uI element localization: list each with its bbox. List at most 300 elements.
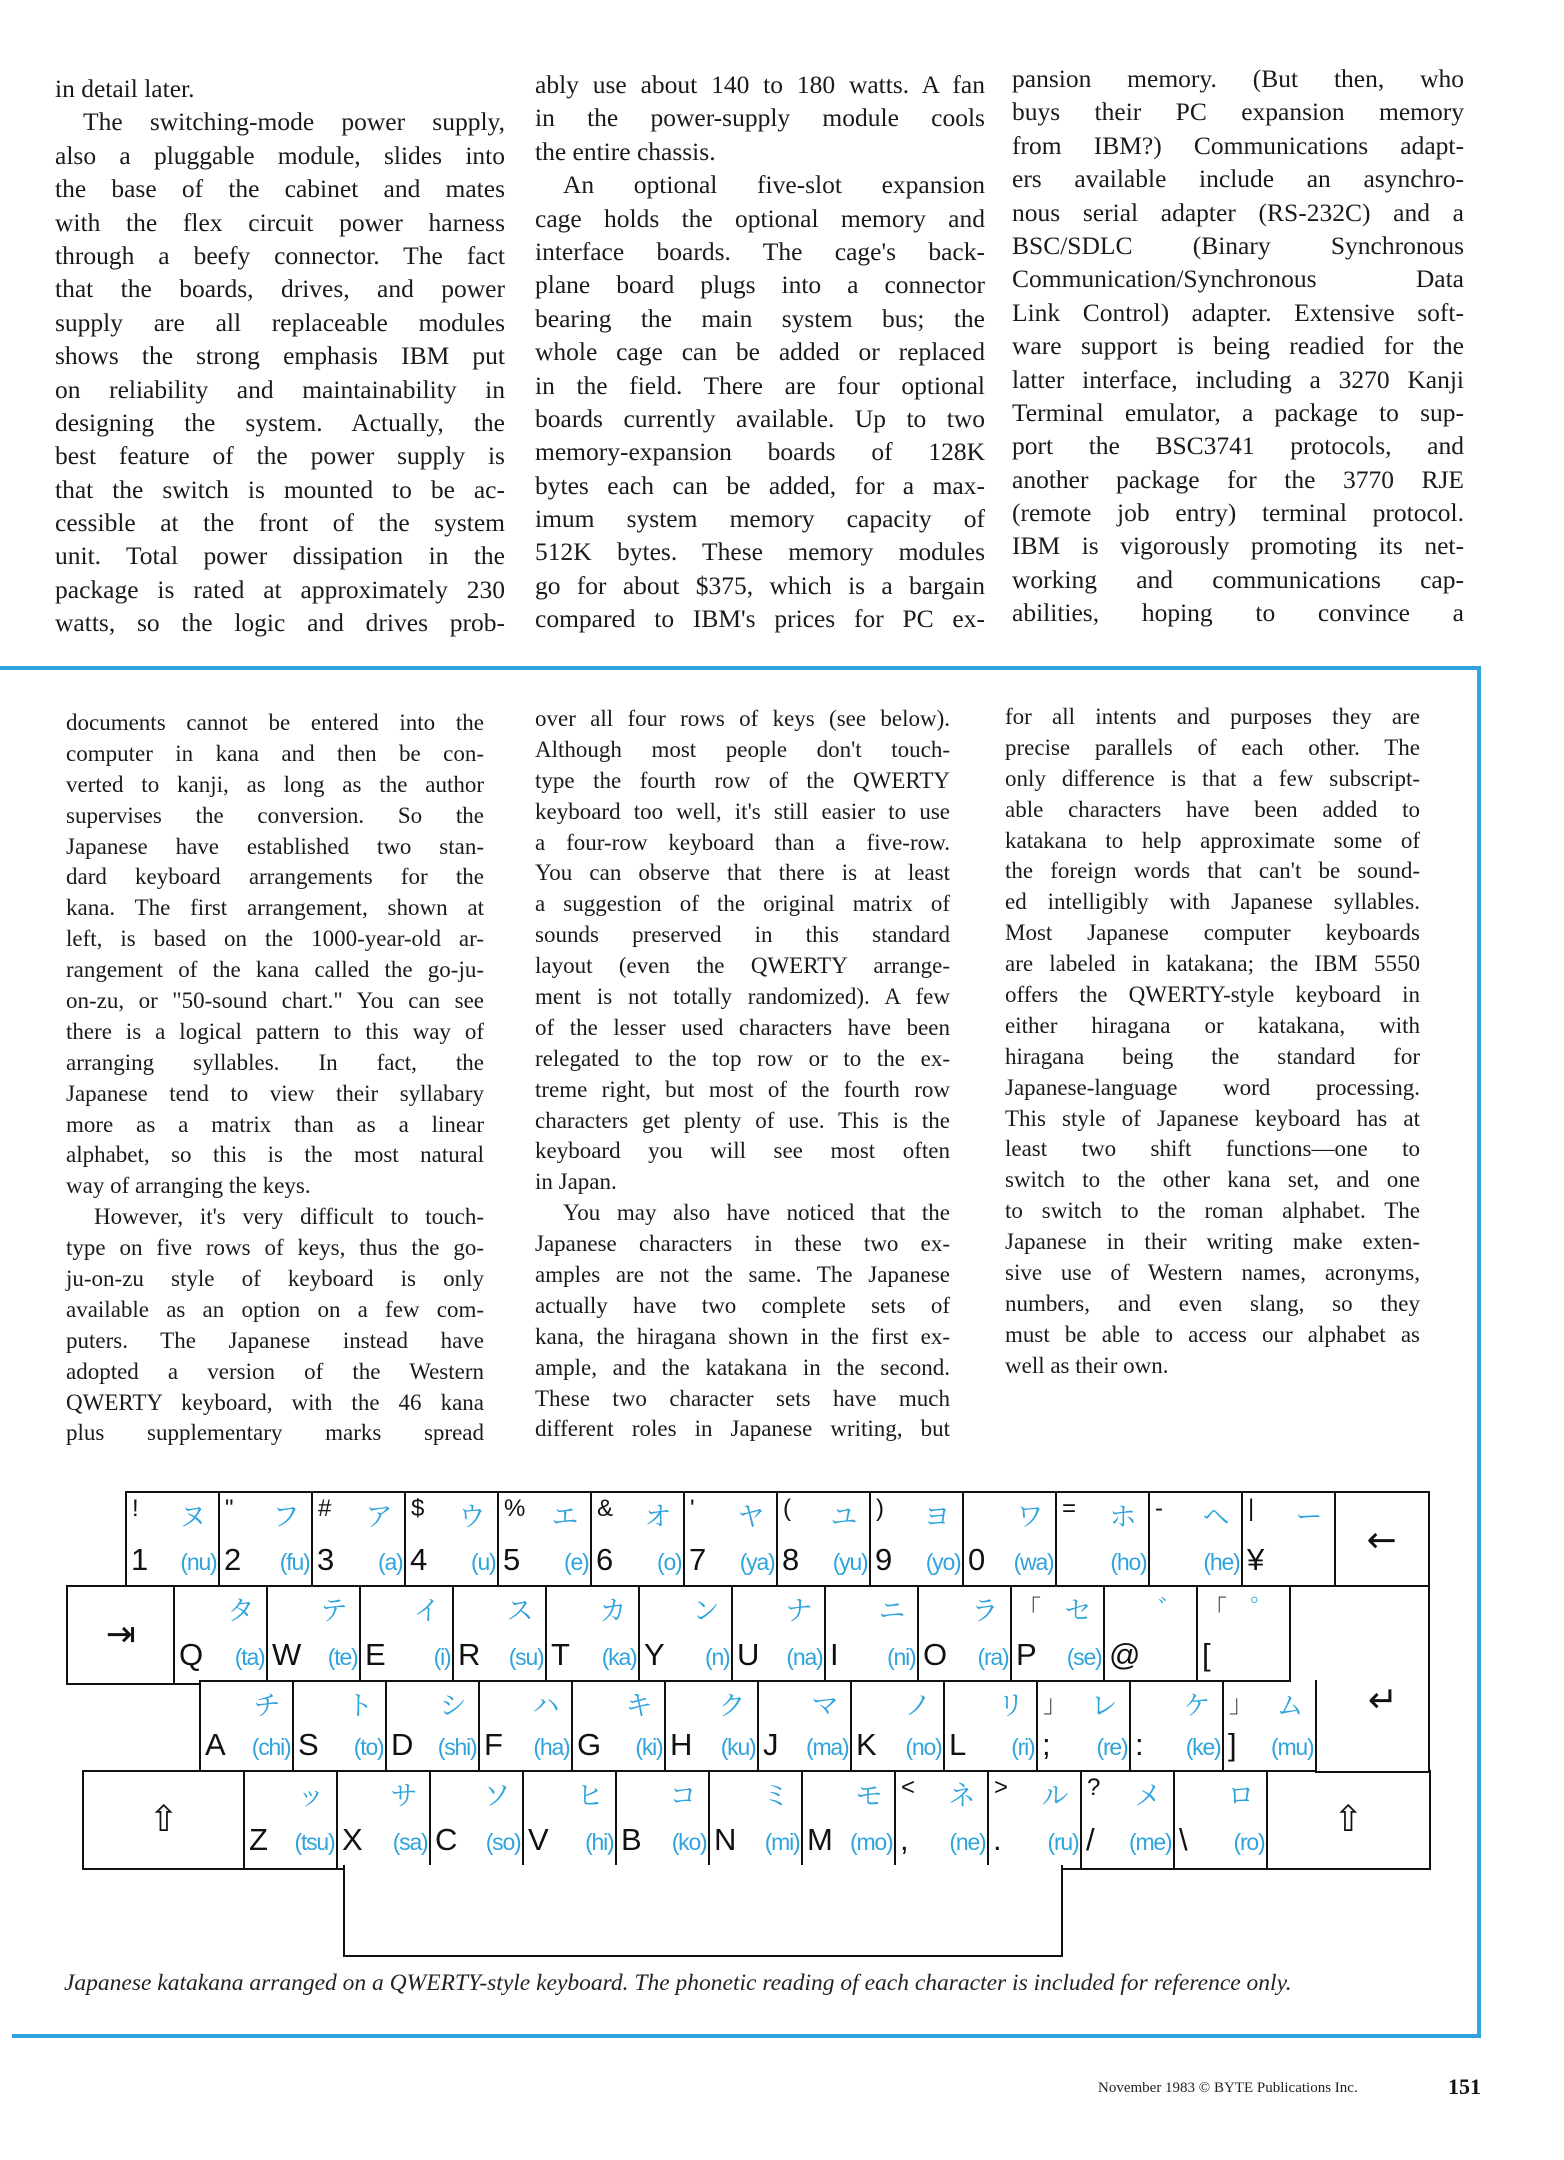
key-katakana: ヨ xyxy=(923,1502,951,1533)
text-line: The switching-mode power supply, xyxy=(83,107,505,137)
key-[ xyxy=(1196,1585,1292,1685)
key-katakana: ク xyxy=(718,1691,746,1722)
text-line: also a pluggable module, slides into xyxy=(55,140,505,170)
key-K xyxy=(850,1680,946,1775)
text-line: hiragana being the standard for xyxy=(1005,1043,1420,1069)
key-ヘ xyxy=(1148,1491,1244,1590)
text-line: only difference is that a few subscript- xyxy=(1005,765,1420,791)
sidebar-column-3 xyxy=(1005,702,1420,1382)
text-line: left, is based on the 1000-year-old ar- xyxy=(66,926,484,952)
text-line: type on five rows of keys, thus the go- xyxy=(66,1235,484,1261)
key-E xyxy=(359,1585,455,1685)
key-main-char: D xyxy=(391,1726,414,1762)
key-M xyxy=(801,1770,897,1870)
key-main-char: P xyxy=(1016,1636,1037,1672)
key-H xyxy=(664,1680,760,1775)
key-main-char: Q xyxy=(179,1636,204,1672)
key-shift-char: 」 xyxy=(1229,1691,1253,1718)
key-Q xyxy=(173,1585,269,1685)
key-katakana: レ xyxy=(1090,1691,1118,1722)
key-reading: (ya) xyxy=(739,1548,775,1575)
backspace-key xyxy=(1334,1491,1430,1590)
text-line: IBM is vigorously promoting its net- xyxy=(1012,531,1464,561)
text-line: there is a logical pattern to this way of xyxy=(66,1018,484,1044)
key-katakana: カ xyxy=(599,1596,627,1627)
key-main-char: 9 xyxy=(875,1541,893,1577)
key-main-char: F xyxy=(484,1726,503,1762)
text-line: ample, and the katakana in the second. xyxy=(535,1354,950,1380)
key-katakana: コ xyxy=(669,1781,697,1812)
key-reading: (he) xyxy=(1203,1548,1240,1575)
key-4 xyxy=(404,1491,500,1590)
text-line: However, it's very difficult to touch- xyxy=(94,1204,484,1230)
text-line: pansion memory. (But then, who xyxy=(1012,64,1464,93)
text-line: must be able to access our alphabet as xyxy=(1005,1321,1420,1347)
key-reading: (mu) xyxy=(1271,1733,1314,1760)
text-line: buys their PC expansion memory xyxy=(1012,97,1464,127)
text-line: imum system memory capacity of xyxy=(535,504,985,534)
key-main-char: C xyxy=(435,1821,458,1857)
paragraph xyxy=(535,704,950,1198)
key-main-char: J xyxy=(763,1726,779,1762)
text-line: another package for the 3770 RJE xyxy=(1012,464,1464,494)
key-reading: (i) xyxy=(433,1643,451,1670)
key-shift-char: ! xyxy=(132,1495,139,1522)
text-line: You can observe that there is at least xyxy=(535,860,950,886)
key-1 xyxy=(125,1491,221,1590)
text-line: documents cannot be entered into the xyxy=(66,710,484,735)
key-katakana: キ xyxy=(625,1691,653,1722)
text-line: This style of Japanese keyboard has at xyxy=(1005,1105,1420,1131)
key-F xyxy=(478,1680,574,1775)
text-line: able characters have been added to xyxy=(1005,796,1420,822)
text-line: treme right, but most of the fourth row xyxy=(535,1076,950,1102)
text-line: Link Control) adapter. Extensive soft- xyxy=(1012,297,1464,327)
page-number: 151 xyxy=(1448,2074,1481,2099)
text-line: to switch to the roman alphabet. The xyxy=(1005,1198,1420,1224)
text-line: cessible at the front of the system xyxy=(55,508,505,538)
key-shift-char: $ xyxy=(411,1495,425,1522)
key-Z xyxy=(243,1770,339,1870)
key-katakana: ス xyxy=(506,1596,534,1627)
text-line: rangement of the kana called the go-ju- xyxy=(66,957,484,983)
text-line: precise parallels of each other. The xyxy=(1005,734,1420,760)
key-reading: (tsu) xyxy=(294,1828,335,1855)
key-reading: (ro) xyxy=(1233,1828,1265,1855)
paragraph xyxy=(55,72,505,105)
text-line: cage holds the optional memory and xyxy=(535,203,985,233)
key-katakana: ノ xyxy=(904,1691,932,1722)
text-line: Although most people don't touch- xyxy=(535,736,950,762)
key-reading: (yu) xyxy=(832,1548,868,1575)
key-main-char: 6 xyxy=(596,1541,614,1577)
key-main-char: T xyxy=(551,1636,570,1672)
key-6 xyxy=(590,1491,686,1590)
text-line: on-zu, or "50-sound chart." You can see xyxy=(66,988,484,1014)
key-main-char: L xyxy=(949,1726,967,1762)
key-reading: (e) xyxy=(563,1548,589,1575)
article-column-1 xyxy=(55,72,505,640)
text-line: amples are not the same. The Japanese xyxy=(535,1262,950,1288)
key-reading: (ku) xyxy=(720,1733,756,1760)
footer-credit: November 1983 © BYTE Publications Inc. xyxy=(1098,2080,1358,2096)
key-main-char: E xyxy=(365,1636,386,1672)
key-reading: (o) xyxy=(656,1548,682,1575)
text-line: whole cage can be added or replaced xyxy=(535,337,985,367)
key-reading: (shi) xyxy=(437,1733,477,1760)
key-main-char: ] xyxy=(1228,1726,1237,1762)
text-line: numbers, and even slang, so they xyxy=(1005,1290,1420,1316)
text-line: supervises the conversion. So the xyxy=(66,802,484,828)
sidebar-column-2 xyxy=(535,704,950,1445)
key-2 xyxy=(218,1491,314,1590)
key-reading: (hi) xyxy=(585,1828,614,1855)
sidebar-box-top-border xyxy=(0,666,1481,670)
key-main-char: O xyxy=(923,1636,948,1672)
text-line: the entire chassis. xyxy=(535,136,716,166)
key-ホ xyxy=(1055,1491,1151,1590)
text-line: Japanese characters in these two ex- xyxy=(535,1231,950,1257)
text-line: a suggestion of the original matrix of xyxy=(535,891,950,917)
key-N xyxy=(708,1770,804,1870)
key-main-char: . xyxy=(993,1821,1002,1857)
shift-key xyxy=(82,1770,246,1870)
key-katakana: ト xyxy=(346,1691,374,1722)
text-line: plus supplementary marks spread xyxy=(66,1420,484,1446)
key-main-char: S xyxy=(298,1726,319,1762)
key-katakana: ヘ xyxy=(1202,1502,1230,1533)
key-main-char: I xyxy=(830,1636,839,1672)
paragraph xyxy=(66,1202,484,1449)
key-main-char: : xyxy=(1135,1726,1144,1762)
text-line: for all intents and purposes they are xyxy=(1005,704,1420,729)
text-line: arranging syllables. In fact, the xyxy=(66,1049,484,1075)
key-reading: (ho) xyxy=(1110,1548,1147,1575)
text-line: sounds preserved in this standard xyxy=(535,922,950,948)
key-W xyxy=(266,1585,362,1685)
text-line: plane board plugs into a connector xyxy=(535,270,985,300)
key-katakana: ナ xyxy=(785,1596,813,1627)
text-line: adopted a version of the Western xyxy=(66,1358,484,1384)
text-line: alphabet, so this is the most natural xyxy=(66,1142,484,1168)
key-main-char: / xyxy=(1086,1821,1095,1857)
key-reading: (mi) xyxy=(764,1828,800,1855)
key-katakana: エ xyxy=(551,1502,579,1533)
key-reading: (na) xyxy=(786,1643,823,1670)
key-katakana: ル xyxy=(1041,1781,1069,1812)
key-main-char: W xyxy=(272,1636,302,1672)
key-main-char: U xyxy=(737,1636,760,1672)
key-katakana: メ xyxy=(1134,1781,1162,1812)
text-line: a four-row keyboard than a five-row. xyxy=(535,829,950,855)
key-L xyxy=(943,1680,1039,1775)
key-katakana: ニ xyxy=(878,1596,906,1627)
key-shift-char: " xyxy=(225,1495,234,1522)
text-line: ment is not totally randomized). A few xyxy=(535,984,950,1010)
article-column-2 xyxy=(535,68,985,636)
key-main-char: 4 xyxy=(410,1541,428,1577)
key-7 xyxy=(683,1491,779,1590)
key-main-char: 2 xyxy=(224,1541,242,1577)
key-shift-char: % xyxy=(504,1495,526,1522)
key-; xyxy=(1036,1680,1132,1775)
text-line: in the power-supply module cools xyxy=(535,103,985,133)
key-katakana: ソ xyxy=(483,1781,511,1812)
key-reading: (no) xyxy=(905,1733,942,1760)
key-katakana: チ xyxy=(253,1691,281,1722)
key-reading: (wa) xyxy=(1013,1548,1054,1575)
key-main-char: G xyxy=(577,1726,602,1762)
key-reading: (se) xyxy=(1066,1643,1102,1670)
shift-key xyxy=(1266,1770,1431,1870)
text-line: layout (even the QWERTY arrange- xyxy=(535,953,950,979)
key-main-char: , xyxy=(900,1821,909,1857)
key-G xyxy=(571,1680,667,1775)
key-main-char: \ xyxy=(1179,1821,1188,1857)
backspace-icon: ← xyxy=(1366,1519,1397,1561)
text-line: supply are all replaceable modules xyxy=(55,307,505,337)
key-reading: (ni) xyxy=(887,1643,916,1670)
key-main-char: R xyxy=(458,1636,481,1672)
key-katakana: マ xyxy=(811,1691,839,1722)
text-line: puters. The Japanese instead have xyxy=(66,1327,484,1353)
key-shift-char: & xyxy=(597,1495,614,1522)
key-main-char: 5 xyxy=(503,1541,521,1577)
key-reading: (sa) xyxy=(392,1828,428,1855)
key-shift-char: > xyxy=(994,1774,1009,1801)
text-line: different roles in Japanese writing, but xyxy=(535,1416,950,1442)
text-line: designing the system. Actually, the xyxy=(55,407,505,437)
text-line: the foreign words that can't be sound- xyxy=(1005,858,1420,884)
text-line: Communication/Synchronous Data xyxy=(1012,264,1464,294)
text-line: You may also have noticed that the xyxy=(563,1200,950,1226)
text-line: of the lesser used characters have been xyxy=(535,1014,950,1040)
key-@ xyxy=(1103,1585,1199,1685)
text-line: computer in kana and then be con- xyxy=(66,740,484,766)
text-line: katakana to help approximate some of xyxy=(1005,827,1420,853)
key-shift-char: - xyxy=(1155,1495,1163,1522)
key-main-char: [ xyxy=(1202,1636,1211,1672)
key-main-char: N xyxy=(714,1821,737,1857)
key-katakana: ユ xyxy=(830,1502,858,1533)
key-shift-char: 「 xyxy=(1017,1596,1041,1623)
key-katakana: オ xyxy=(644,1502,672,1533)
text-line: port the BSC3741 protocols, and xyxy=(1012,431,1464,461)
text-line: An optional five-slot expansion xyxy=(563,170,985,200)
key-C xyxy=(429,1770,525,1870)
key-katakana: セ xyxy=(1064,1596,1092,1627)
key-reading: (ru) xyxy=(1047,1828,1079,1855)
key-katakana: ム xyxy=(1276,1691,1304,1722)
key-reading: (me) xyxy=(1129,1828,1172,1855)
text-line: with the flex circuit power harness xyxy=(55,207,505,237)
tab-icon: ⇥ xyxy=(105,1614,136,1656)
key-main-char: Z xyxy=(249,1821,268,1857)
text-line: Japanese have established two stan- xyxy=(66,833,484,859)
text-line: package is rated at approximately 230 xyxy=(55,574,505,604)
text-line: go for about $375, which is a bargain xyxy=(535,570,985,600)
key-katakana: ウ xyxy=(458,1502,486,1533)
text-line: Most Japanese computer keyboards xyxy=(1005,920,1420,946)
text-line: kana, the hiragana shown in the first ex- xyxy=(535,1323,950,1349)
key-main-char: K xyxy=(856,1726,877,1762)
text-line: that the boards, drives, and power xyxy=(55,274,505,304)
text-line: that the switch is mounted to be ac- xyxy=(55,474,505,504)
key-reading: (ha) xyxy=(533,1733,570,1760)
key-katakana: ネ xyxy=(948,1781,976,1812)
text-line: bearing the main system bus; the xyxy=(535,303,985,333)
key-U xyxy=(731,1585,827,1685)
key-reading: (yo) xyxy=(925,1548,961,1575)
text-line: Japanese in their writing make exten- xyxy=(1005,1229,1420,1255)
key-katakana: ミ xyxy=(762,1781,790,1812)
key-katakana: モ xyxy=(855,1781,883,1812)
key-katakana: ケ xyxy=(1183,1691,1211,1722)
text-line: on reliability and maintainability in xyxy=(55,374,505,404)
text-line: boards currently available. Up to two xyxy=(535,403,985,433)
text-line: either hiragana or katakana, with xyxy=(1005,1012,1420,1038)
key-katakana: ゛ xyxy=(1157,1596,1185,1627)
text-line: ably use about 140 to 180 watts. A fan xyxy=(535,70,985,99)
key-katakana: リ xyxy=(997,1691,1025,1722)
text-line: the base of the cabinet and mates xyxy=(55,174,505,204)
key-shift-char: ( xyxy=(783,1495,791,1522)
paragraph xyxy=(66,708,484,1202)
key-T xyxy=(545,1585,641,1685)
paragraph xyxy=(535,1198,950,1445)
space-bar-key xyxy=(343,1865,1063,1957)
key-shift-char: 」 xyxy=(1043,1691,1067,1718)
key-main-char: 7 xyxy=(689,1541,707,1577)
key-katakana: ホ xyxy=(1109,1502,1137,1533)
key-main-char: 0 xyxy=(968,1541,986,1577)
text-line: from IBM?) Communications adapt- xyxy=(1012,130,1464,160)
key-0 xyxy=(962,1491,1058,1590)
tab-key xyxy=(66,1585,176,1685)
key-B xyxy=(615,1770,711,1870)
key-9 xyxy=(869,1491,965,1590)
key-R xyxy=(452,1585,548,1685)
text-line: working and communications cap- xyxy=(1012,564,1464,594)
key-5 xyxy=(497,1491,593,1590)
text-line: more as a matrix than as a linear xyxy=(66,1111,484,1137)
key-shift-char: < xyxy=(901,1774,916,1801)
text-line: available as an option on a few com- xyxy=(66,1296,484,1322)
text-line: ers available include an asynchro- xyxy=(1012,164,1464,194)
key-reading: (te) xyxy=(327,1643,358,1670)
paragraph xyxy=(55,105,505,639)
article-column-3 xyxy=(1012,62,1464,630)
text-line: unit. Total power dissipation in the xyxy=(55,541,505,571)
key-katakana: ア xyxy=(365,1502,393,1533)
text-line: in the field. There are four optional xyxy=(535,370,985,400)
key-: xyxy=(1129,1680,1225,1775)
key-reading: (ka) xyxy=(601,1643,637,1670)
key-katakana: ワ xyxy=(1016,1502,1044,1533)
key-O xyxy=(917,1585,1013,1685)
sidebar-box-right-border xyxy=(1477,666,1481,2038)
key-katakana: ラ xyxy=(971,1596,999,1627)
key-main-char: ¥ xyxy=(1247,1541,1265,1577)
text-line: dard keyboard arrangements for the xyxy=(66,864,484,890)
text-line: actually have two complete sets of xyxy=(535,1292,950,1318)
enter-key-lower xyxy=(1315,1680,1430,1773)
key-P xyxy=(1010,1585,1106,1685)
key-V xyxy=(522,1770,618,1870)
key-, xyxy=(894,1770,990,1870)
key-main-char: H xyxy=(670,1726,693,1762)
key-shift-char: | xyxy=(1248,1495,1255,1522)
text-line: memory-expansion boards of 128K xyxy=(535,437,985,467)
sidebar-box-bottom-border xyxy=(12,2034,1481,2038)
key-reading: (nu) xyxy=(180,1548,217,1575)
key-3 xyxy=(311,1491,407,1590)
figure-caption: Japanese katakana arranged on a QWERTY-style keyboard. The phonetic reading of each character is included for reference only. xyxy=(64,1970,1292,1996)
text-line: through a beefy connector. The fact xyxy=(55,240,505,270)
key-reading: (ma) xyxy=(806,1733,849,1760)
text-line: compared to IBM's prices for PC ex- xyxy=(535,604,985,634)
text-line: switch to the other kana set, and one xyxy=(1005,1167,1420,1193)
key-J xyxy=(757,1680,853,1775)
key-reading: (ne) xyxy=(949,1828,986,1855)
key-katakana: ハ xyxy=(532,1691,560,1722)
text-line: Japanese-language word processing. xyxy=(1005,1074,1420,1100)
key-] xyxy=(1222,1680,1318,1775)
text-line: keyboard you will see most often xyxy=(535,1138,950,1164)
key-reading: (mo) xyxy=(850,1828,893,1855)
key-katakana: サ xyxy=(390,1781,418,1812)
key-reading: (re) xyxy=(1096,1733,1128,1760)
key-katakana: ヤ xyxy=(737,1502,765,1533)
shift-icon: ⇧ xyxy=(1333,1799,1364,1841)
key-/ xyxy=(1080,1770,1176,1870)
key-main-char: @ xyxy=(1109,1636,1141,1672)
key-main-char: A xyxy=(205,1726,226,1762)
key-shift-char: ' xyxy=(690,1495,695,1522)
sidebar-column-1 xyxy=(66,708,484,1449)
text-line: relegated to the top row or to the ex- xyxy=(535,1045,950,1071)
key-main-char: Y xyxy=(644,1636,665,1672)
text-line: type the fourth row of the QWERTY xyxy=(535,767,950,793)
text-line: nous serial adapter (RS-232C) and a xyxy=(1012,197,1464,227)
text-line: 512K bytes. These memory modules xyxy=(535,537,985,567)
key-main-char: X xyxy=(342,1821,363,1857)
key-shift-char: 「 xyxy=(1203,1596,1227,1623)
text-line: shows the strong emphasis IBM put xyxy=(55,341,505,371)
enter-key xyxy=(1289,1585,1430,1682)
key-reading: (chi) xyxy=(251,1733,291,1760)
text-line: in Japan. xyxy=(535,1169,617,1195)
key-S xyxy=(292,1680,388,1775)
text-line: Terminal emulator, a package to sup- xyxy=(1012,397,1464,427)
text-line: BSC/SDLC (Binary Synchronous xyxy=(1012,230,1464,260)
text-line: offers the QWERTY-style keyboard in xyxy=(1005,982,1420,1008)
key-main-char: 3 xyxy=(317,1541,335,1577)
key-katakana: ッ xyxy=(297,1781,325,1812)
text-line: ware support is being readied for the xyxy=(1012,331,1464,361)
key-shift-char: ) xyxy=(876,1495,884,1522)
key-Y xyxy=(638,1585,734,1685)
text-line: over all four rows of keys (see below). xyxy=(535,706,950,731)
key-main-char: B xyxy=(621,1821,642,1857)
key-main-char: V xyxy=(528,1821,549,1857)
key-\ xyxy=(1173,1770,1269,1870)
text-line: sive use of Western names, acronyms, xyxy=(1005,1260,1420,1286)
text-line: verted to kanji, as long as the author xyxy=(66,771,484,797)
text-line: ju-on-zu style of keyboard is only xyxy=(66,1266,484,1292)
key-reading: (ko) xyxy=(671,1828,707,1855)
key-reading: (ta) xyxy=(234,1643,265,1670)
